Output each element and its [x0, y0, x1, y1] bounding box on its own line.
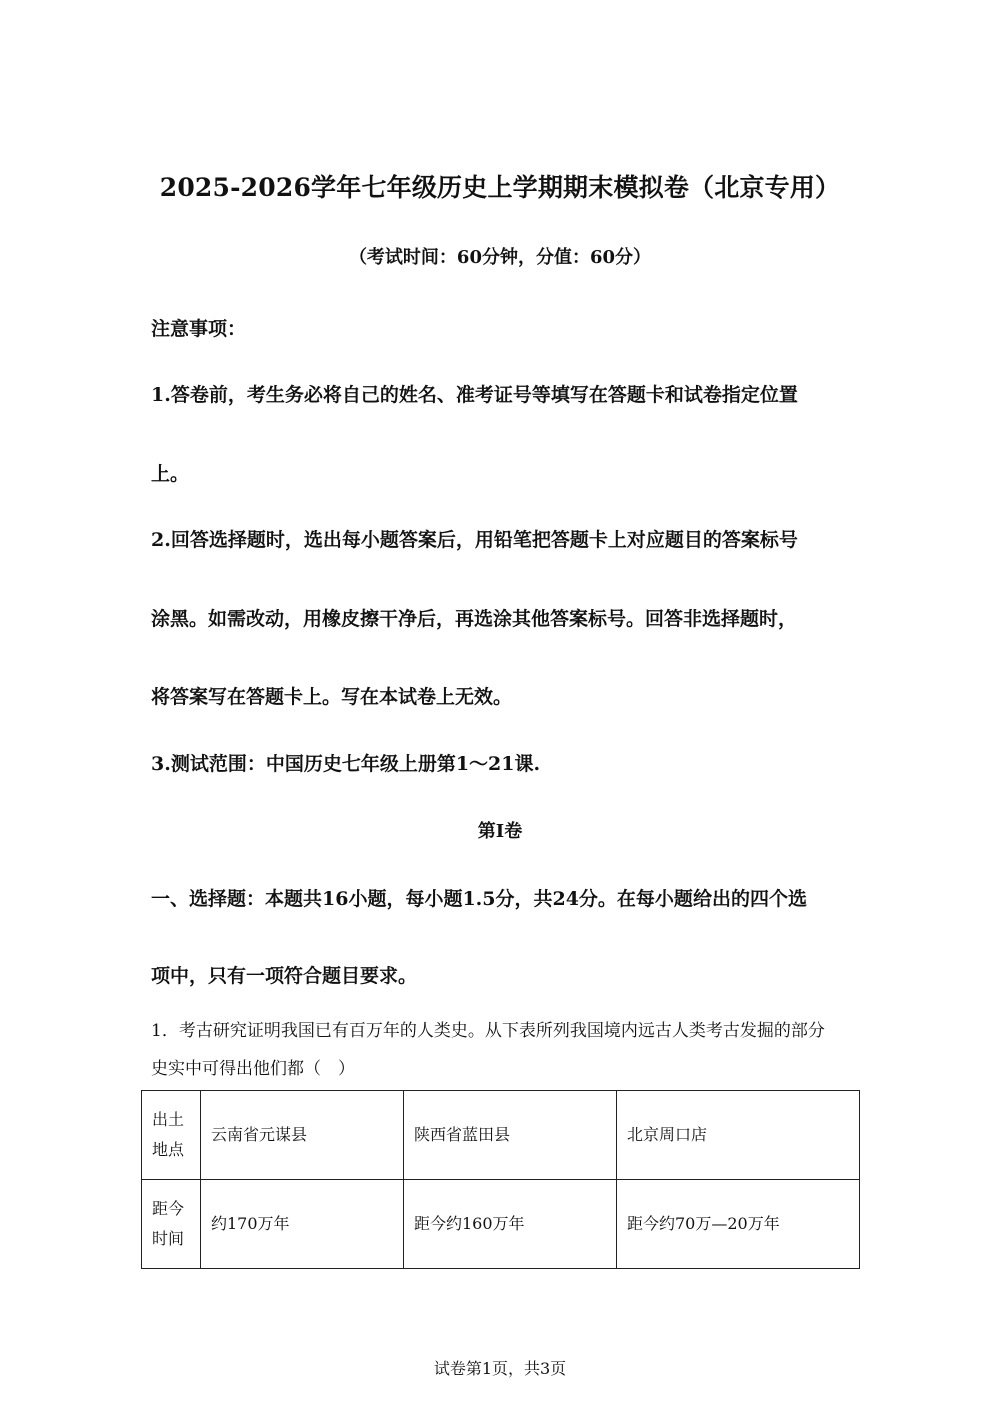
volume-label: 第Ⅰ卷 [477, 821, 523, 842]
section-heading-line: 一、选择题：本题共16小题，每小题1.5分，共24分。在每小题给出的四个选 [151, 888, 807, 910]
exam-info: （考试时间：60分钟，分值：60分） [348, 247, 652, 268]
notice-line: 3.测试范围：中国历史七年级上册第1～21课. [151, 753, 541, 775]
table-cell-header: 距今时间 [142, 1180, 201, 1269]
document-title: 2025-2026学年七年级历史上学期期末模拟卷（北京专用） [159, 173, 841, 202]
question-table [141, 1090, 860, 1269]
table-cell: 距今约160万年 [404, 1180, 617, 1269]
table-cell: 距今约70万—20万年 [617, 1180, 860, 1269]
table-row [142, 1180, 860, 1269]
table-cell: 北京周口店 [617, 1091, 860, 1180]
question-text: 史实中可得出他们都（ ） [151, 1059, 355, 1079]
page-footer: 试卷第1页，共3页 [433, 1359, 567, 1378]
table-row [142, 1091, 860, 1180]
section-heading-line: 项中，只有一项符合题目要求。 [151, 965, 418, 987]
notice-line: 1.答卷前，考生务必将自己的姓名、准考证号等填写在答题卡和试卷指定位置 [151, 384, 798, 406]
table-cell-header: 出土地点 [142, 1091, 201, 1180]
table-cell: 约170万年 [201, 1180, 404, 1269]
notice-line: 将答案写在答题卡上。写在本试卷上无效。 [151, 686, 513, 708]
notice-line: 2.回答选择题时，选出每小题答案后，用铅笔把答题卡上对应题目的答案标号 [151, 529, 798, 551]
question-text: 1．考古研究证明我国已有百万年的人类史。从下表所列我国境内远古人类考古发掘的部分 [151, 1021, 825, 1041]
table-cell: 陕西省蓝田县 [404, 1091, 617, 1180]
notice-line: 涂黑。如需改动，用橡皮擦干净后，再选涂其他答案标号。回答非选择题时， [151, 608, 798, 630]
table-cell: 云南省元谋县 [201, 1091, 404, 1180]
notice-line: 上。 [151, 463, 190, 485]
notice-heading: 注意事项： [151, 318, 247, 340]
